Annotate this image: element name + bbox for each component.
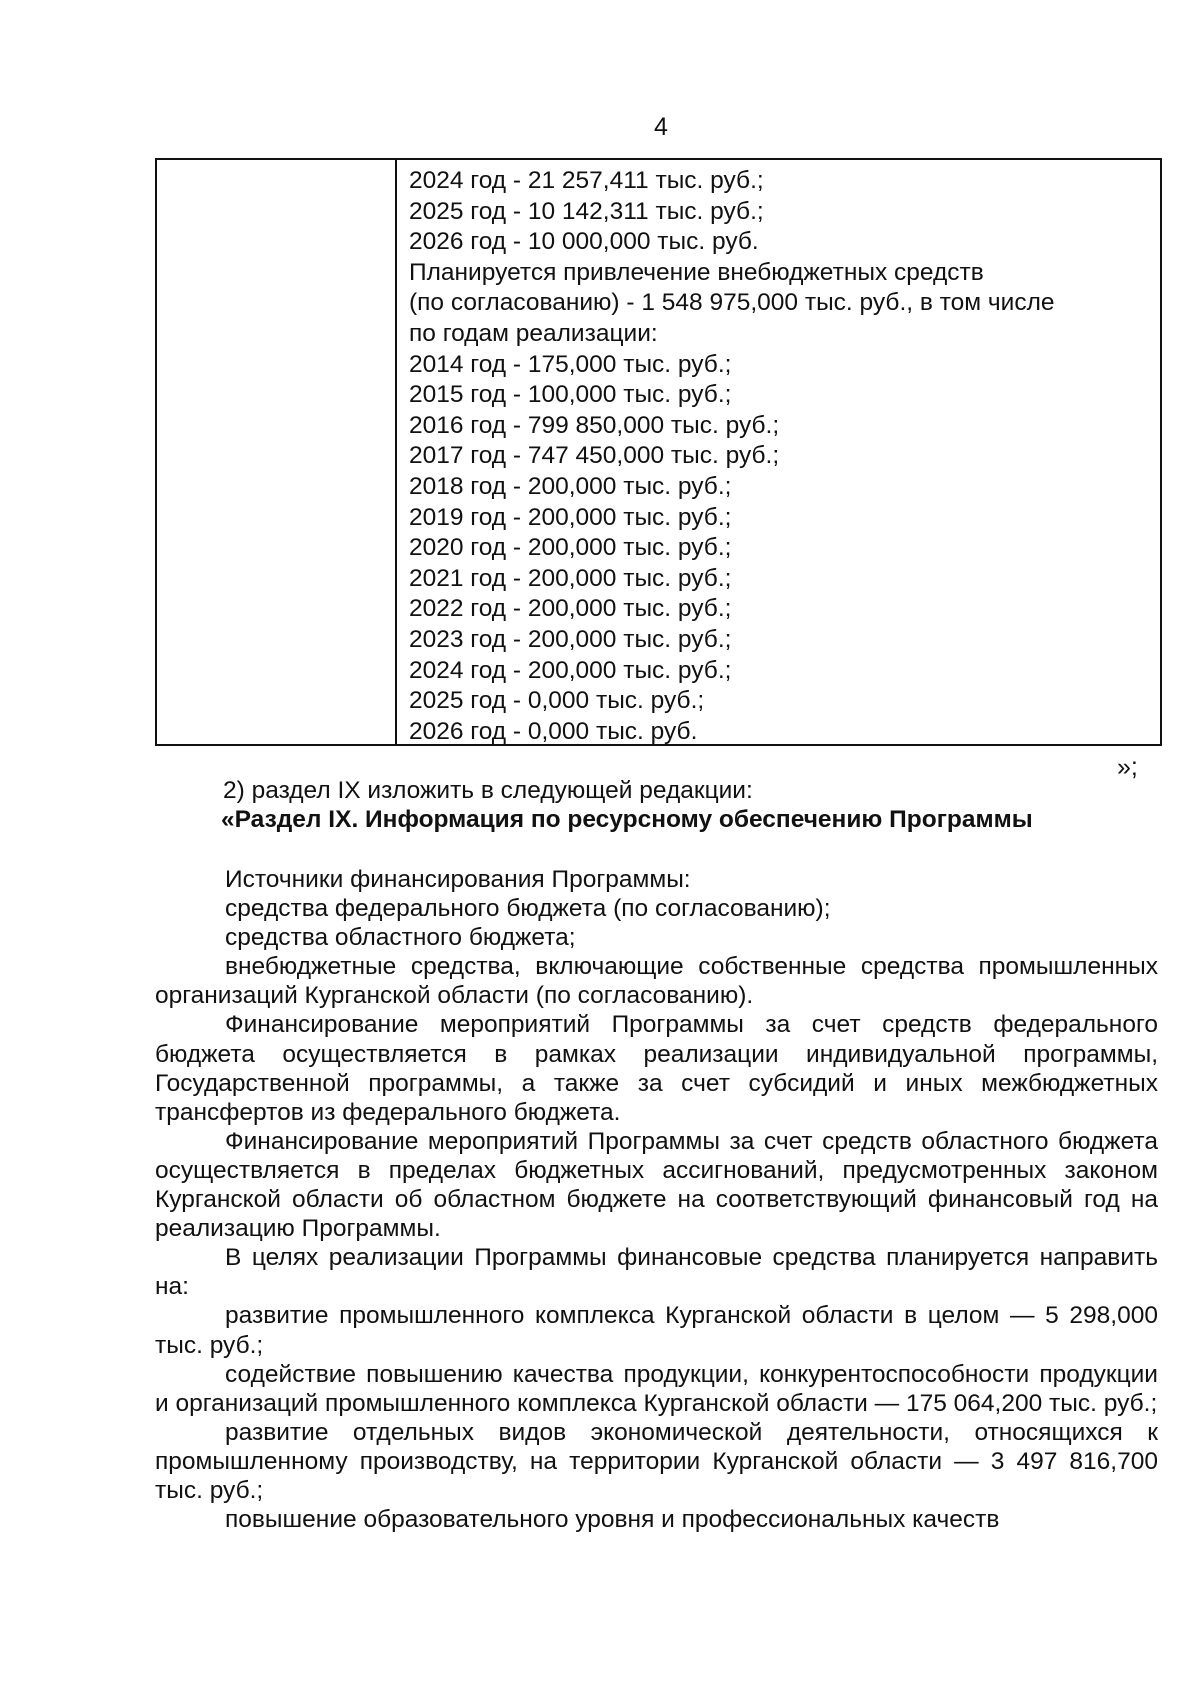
table-line: по годам реализации: [409, 319, 658, 347]
table-line: 2025 год - 10 142,311 тыс. руб.; [409, 197, 764, 225]
table-line: 2025 год - 0,000 тыс. руб.; [409, 687, 705, 715]
paragraph: развитие отдельных видов экономической деятельности, относящихся к промышленному производству, на территории Курганской области — 3 497 816,700 тыс. руб.; [155, 1418, 1158, 1504]
table-line: 2022 год - 200,000 тыс. руб.; [409, 595, 732, 623]
section-heading: «Раздел IX. Информация по ресурсному обеспечению Программы [221, 806, 1033, 833]
table-line: 2018 год - 200,000 тыс. руб.; [409, 472, 732, 500]
table-line: 2026 год - 10 000,000 тыс. руб. [409, 228, 759, 256]
table-line: Планируется привлечение внебюджетных средств [409, 258, 984, 286]
table-line: 2021 год - 200,000 тыс. руб.; [409, 564, 732, 592]
table-line: 2020 год - 200,000 тыс. руб.; [409, 534, 732, 562]
table-line: 2016 год - 799 850,000 тыс. руб.; [409, 411, 780, 439]
table-line: 2019 год - 200,000 тыс. руб.; [409, 503, 732, 531]
table-left-cell [157, 160, 397, 744]
table-line: (по согласованию) - 1 548 975,000 тыс. руб., в том числе [409, 289, 1055, 317]
table-line: 2023 год - 200,000 тыс. руб.; [409, 625, 732, 653]
page-number: 4 [654, 113, 668, 141]
table-line: 2015 год - 100,000 тыс. руб.; [409, 381, 732, 409]
paragraph: В целях реализации Программы финансовые средства планируется направить на: [155, 1244, 1158, 1301]
section-body [155, 865, 1158, 1534]
financing-table [155, 158, 1162, 746]
paragraph: средства федерального бюджета (по согласованию); [225, 895, 831, 923]
paragraph: Финансирование мероприятий Программы за счет средств федерального бюджета осуществляется в рамках реализации индивидуальной программы, Государственной программы, а также за счет субсидий и иных межбюджетных трансфертов из федерального бюджета. [155, 1011, 1158, 1126]
table-right-cell [397, 160, 1160, 744]
paragraph: развитие промышленного комплекса Курганской области в целом — 5 298,000 тыс. руб.; [155, 1302, 1158, 1359]
paragraph: внебюджетные средства, включающие собственные средства промышленных организаций Курганской области (по согласованию). [155, 953, 1158, 1010]
table-line: 2014 год - 175,000 тыс. руб.; [409, 350, 732, 378]
table-line: 2024 год - 200,000 тыс. руб.; [409, 656, 732, 684]
table-line: 2026 год - 0,000 тыс. руб. [409, 717, 698, 745]
table-line: 2024 год - 21 257,411 тыс. руб.; [409, 167, 764, 194]
paragraph: Источники финансирования Программы: [225, 866, 691, 893]
amendment-item: 2) раздел IX изложить в следующей редакции: [223, 777, 753, 804]
table-line: 2017 год - 747 450,000 тыс. руб.; [409, 442, 780, 470]
closing-quote: »; [1117, 753, 1138, 781]
paragraph: средства областного бюджета; [225, 924, 576, 952]
paragraph: Финансирование мероприятий Программы за счет средств областного бюджета осуществляется в пределах бюджетных ассигнований, предусмотренных законом Курганской области об областном бюджете на соответствующий финансовый год на реализацию Программы. [155, 1127, 1158, 1243]
paragraph: содействие повышению качества продукции, конкурентоспособности продукции и организаций промышленного комплекса Курганской области — 175 064,200 тыс. руб.; [155, 1360, 1158, 1417]
paragraph: повышение образовательного уровня и профессиональных качеств [225, 1506, 1000, 1534]
